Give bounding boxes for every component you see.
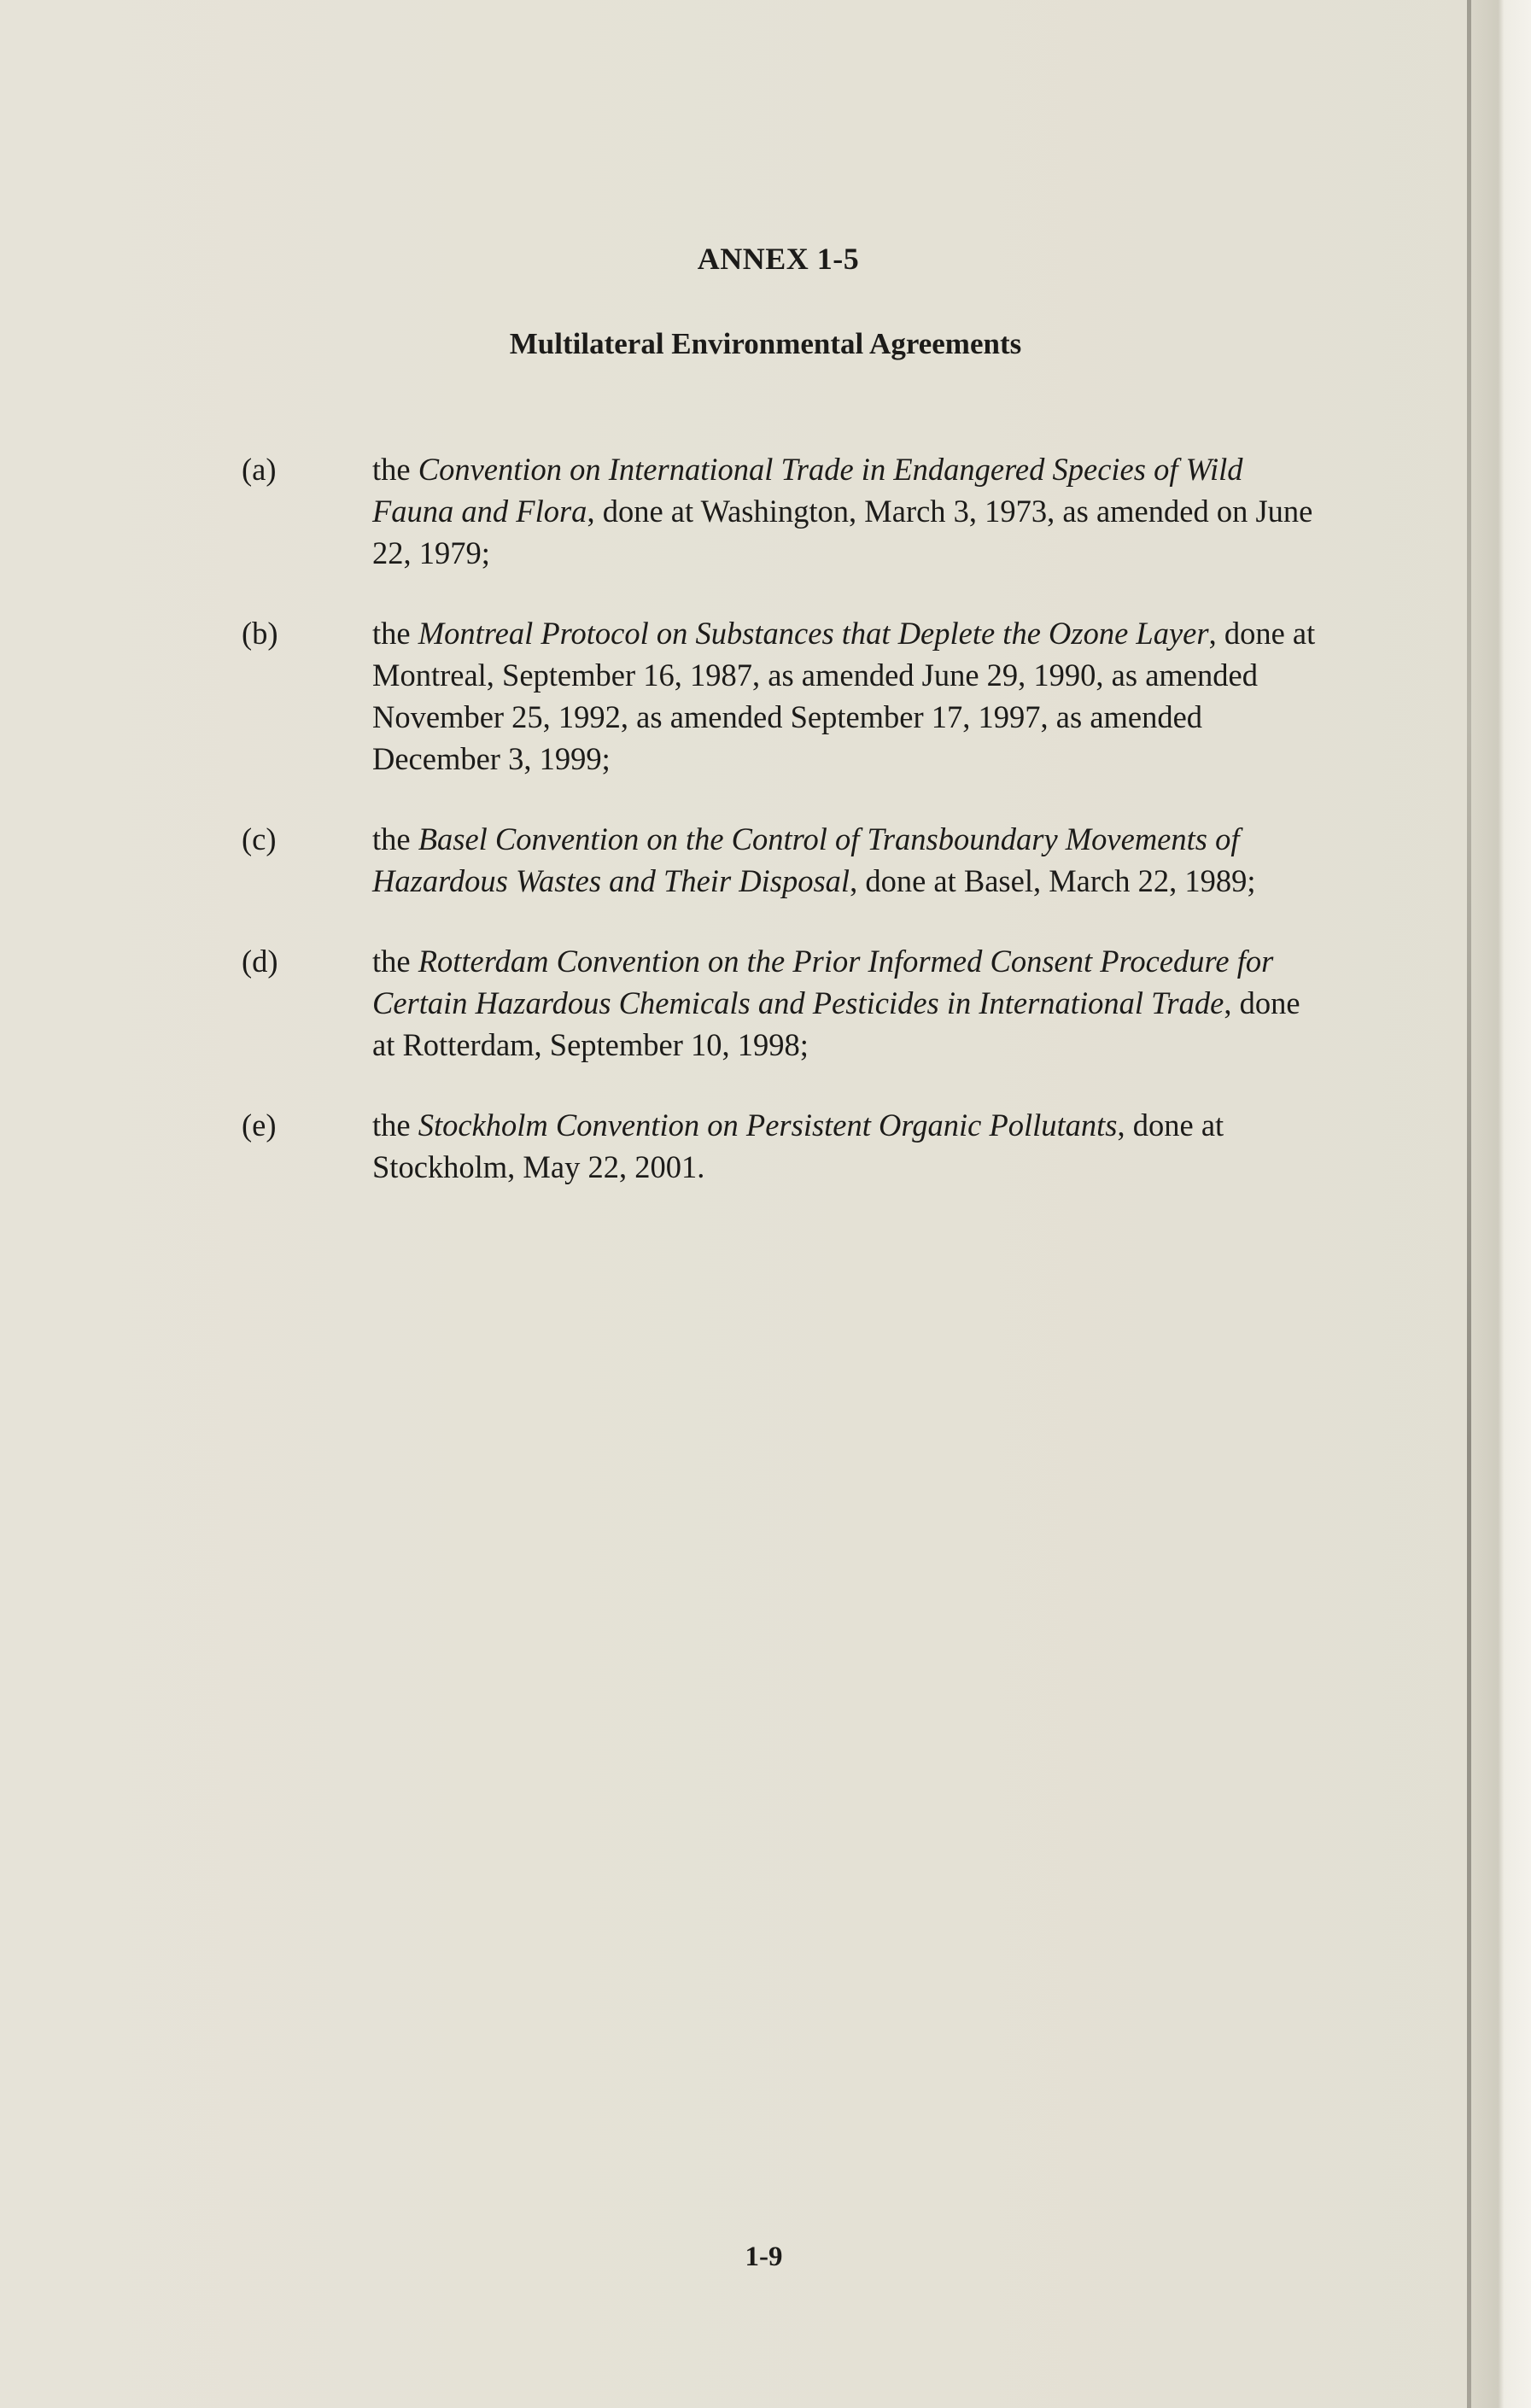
- item-prefix: the: [372, 616, 418, 651]
- page-binding-edge: [1471, 0, 1531, 2408]
- list-item-label: (c): [242, 821, 277, 856]
- annex-title: ANNEX 1-5: [697, 242, 860, 276]
- list-item-d: [242, 940, 1318, 1066]
- list-item-label: (e): [242, 1108, 277, 1143]
- agreement-title: Montreal Protocol on Substances that Deplete the Ozone Layer: [418, 616, 1209, 651]
- list-item-b: [242, 612, 1318, 780]
- agreement-title: Basel Convention on the Control of Transboundary Movements of Hazardous Wastes and Their Disposal: [372, 821, 1240, 898]
- agreement-title: Stockholm Convention on Persistent Organic Pollutants: [418, 1108, 1118, 1143]
- list-item-text: [372, 448, 1318, 574]
- list-item-label: (d): [242, 944, 278, 979]
- agreement-title: Rotterdam Convention on the Prior Informed Consent Procedure for Certain Hazardous Chemicals and Pesticides in International Trade: [372, 944, 1274, 1020]
- list-item-c: [242, 818, 1318, 902]
- page-binding-shadow: [1467, 0, 1471, 2408]
- list-item-text: [372, 940, 1318, 1066]
- item-prefix: the: [372, 944, 418, 979]
- item-prefix: the: [372, 452, 418, 487]
- list-item-text: [372, 818, 1318, 902]
- item-prefix: the: [372, 1108, 418, 1143]
- item-details: , done at Washington, March 3, 1973, as amended on June 22, 1979;: [372, 494, 1313, 570]
- list-item-text: [372, 1104, 1318, 1188]
- item-details: , done at Rotterdam, September 10, 1998;: [372, 985, 1300, 1062]
- list-item-text: [372, 612, 1318, 780]
- item-details: , done at Basel, March 22, 1989;: [850, 863, 1256, 898]
- list-item-e: [242, 1104, 1318, 1188]
- page-number: 1-9: [745, 2241, 783, 2272]
- item-details: , done at Stockholm, May 22, 2001.: [372, 1108, 1224, 1184]
- list-item-a: [242, 448, 1318, 574]
- list-item-label: (a): [242, 452, 277, 487]
- item-details: , done at Montreal, September 16, 1987, as amended June 29, 1990, as amended November 25, 1992, as amended September 17, 1997, as amended December 3, 1999;: [372, 616, 1316, 776]
- list-item-label: (b): [242, 616, 278, 651]
- agreements-list: [242, 448, 1318, 1188]
- agreement-title: Convention on International Trade in Endangered Species of Wild Fauna and Flora: [372, 452, 1243, 529]
- item-prefix: the: [372, 821, 418, 856]
- annex-subtitle: Multilateral Environmental Agreements: [509, 327, 1022, 360]
